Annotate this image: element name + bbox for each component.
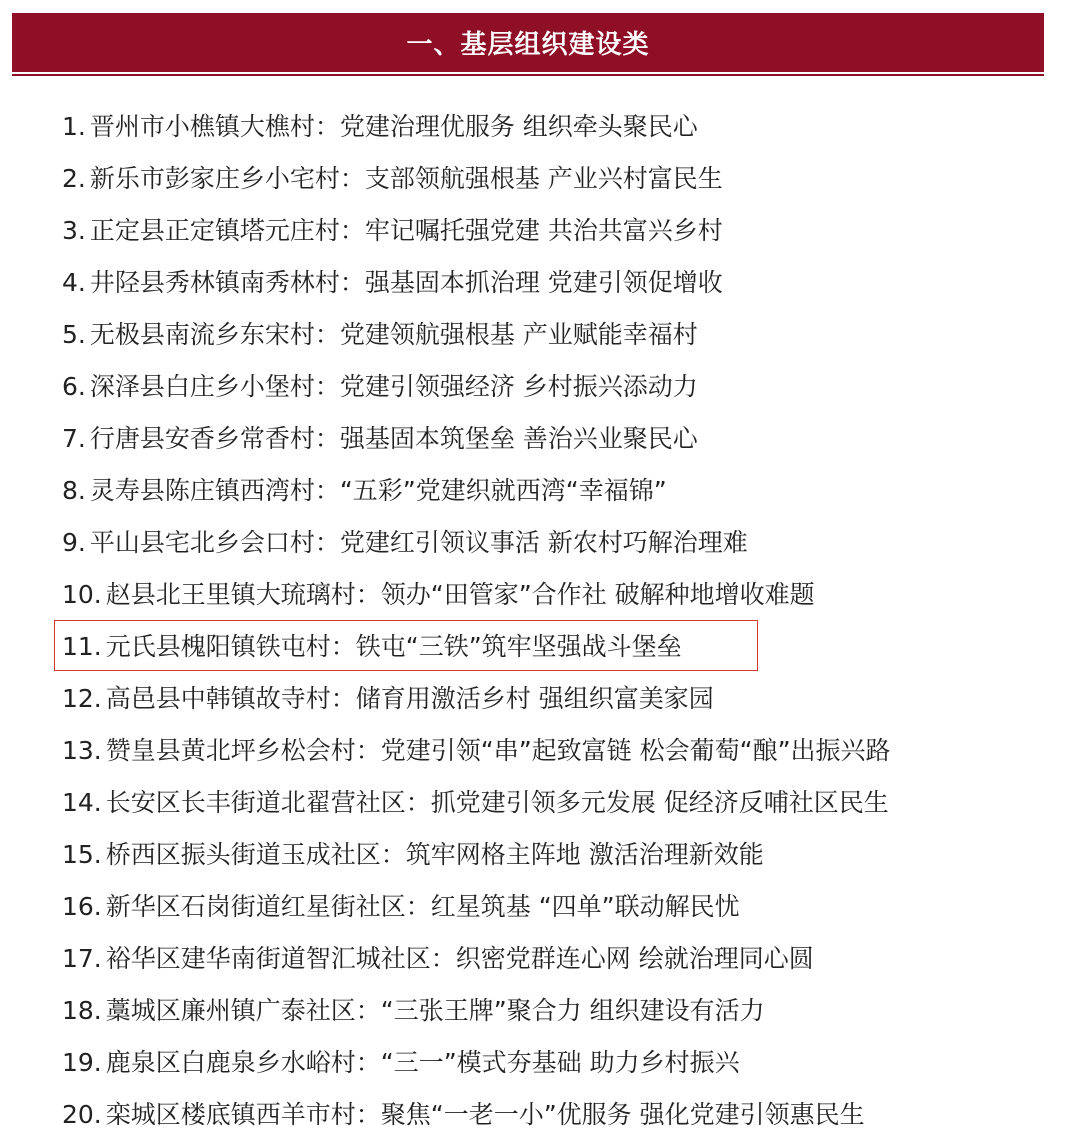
list-item <box>0 413 1080 465</box>
item-text: 赞皇县黄北坪乡松会村：党建引领“串”起致富链 松会葡萄“酿”出振兴路 <box>105 736 891 765</box>
list-item <box>0 465 1080 517</box>
item-text: 晋州市小樵镇大樵村：党建治理优服务 组织牵头聚民心 <box>89 112 698 141</box>
item-text: 深泽县白庄乡小堡村：党建引领强经济 乡村振兴添动力 <box>89 372 698 401</box>
item-text: 灵寿县陈庄镇西湾村：“五彩”党建织就西湾“幸福锦” <box>89 476 667 505</box>
item-number: 19. <box>62 1048 102 1077</box>
item-number: 18. <box>62 996 102 1025</box>
village-list <box>0 101 1080 1141</box>
item-number: 7. <box>62 424 86 453</box>
list-item <box>0 517 1080 569</box>
item-text: 新华区石岗街道红星街社区：红星筑基 “四单”联动解民忧 <box>105 892 740 921</box>
item-text: 无极县南流乡东宋村：党建领航强根基 产业赋能幸福村 <box>89 320 698 349</box>
item-text: 元氏县槐阳镇铁屯村：铁屯“三铁”筑牢坚强战斗堡垒 <box>105 632 682 661</box>
section-header <box>12 13 1044 74</box>
list-item <box>0 673 1080 725</box>
item-number: 15. <box>62 840 102 869</box>
list-item-highlighted <box>0 621 1080 673</box>
item-number: 11. <box>62 632 102 661</box>
item-text: 裕华区建华南街道智汇城社区：织密党群连心网 绘就治理同心圆 <box>105 944 814 973</box>
section-title: 一、基层组织建设类 <box>406 30 650 60</box>
item-number: 8. <box>62 476 86 505</box>
item-number: 3. <box>62 216 86 245</box>
list-item <box>0 777 1080 829</box>
list-item <box>0 153 1080 205</box>
list-item <box>0 205 1080 257</box>
item-number: 12. <box>62 684 102 713</box>
item-number: 13. <box>62 736 102 765</box>
item-number: 5. <box>62 320 86 349</box>
item-text: 栾城区楼底镇西羊市村：聚焦“一老一小”优服务 强化党建引领惠民生 <box>105 1100 865 1129</box>
list-item <box>0 101 1080 153</box>
item-number: 10. <box>62 580 102 609</box>
item-text: 高邑县中韩镇故寺村：储育用激活乡村 强组织富美家园 <box>105 684 714 713</box>
item-number: 2. <box>62 164 86 193</box>
item-text: 井陉县秀林镇南秀林村：强基固本抓治理 党建引领促增收 <box>89 268 723 297</box>
list-item <box>0 257 1080 309</box>
list-item <box>0 309 1080 361</box>
list-item <box>0 829 1080 881</box>
list-item <box>0 985 1080 1037</box>
list-item <box>0 1037 1080 1089</box>
item-text: 正定县正定镇塔元庄村：牢记嘱托强党建 共治共富兴乡村 <box>89 216 723 245</box>
item-number: 16. <box>62 892 102 921</box>
item-number: 14. <box>62 788 102 817</box>
list-item <box>0 361 1080 413</box>
item-text: 赵县北王里镇大琉璃村：领办“田管家”合作社 破解种地增收难题 <box>105 580 815 609</box>
item-number: 17. <box>62 944 102 973</box>
item-number: 9. <box>62 528 86 557</box>
item-text: 新乐市彭家庄乡小宅村：支部领航强根基 产业兴村富民生 <box>89 164 723 193</box>
item-text: 平山县宅北乡会口村：党建红引领议事活 新农村巧解治理难 <box>89 528 748 557</box>
list-item <box>0 881 1080 933</box>
list-item <box>0 933 1080 985</box>
item-number: 4. <box>62 268 86 297</box>
item-number: 20. <box>62 1100 102 1129</box>
list-item <box>0 569 1080 621</box>
item-number: 6. <box>62 372 86 401</box>
item-text: 行唐县安香乡常香村：强基固本筑堡垒 善治兴业聚民心 <box>89 424 698 453</box>
item-text: 藁城区廉州镇广泰社区：“三张王牌”聚合力 组织建设有活力 <box>105 996 765 1025</box>
item-text: 桥西区振头街道玉成社区：筑牢网格主阵地 激活治理新效能 <box>105 840 764 869</box>
item-text: 鹿泉区白鹿泉乡水峪村：“三一”模式夯基础 助力乡村振兴 <box>105 1048 740 1077</box>
item-text: 长安区长丰街道北翟营社区：抓党建引领多元发展 促经济反哺社区民生 <box>105 788 889 817</box>
item-number: 1. <box>62 112 86 141</box>
list-item <box>0 1089 1080 1141</box>
list-item <box>0 725 1080 777</box>
